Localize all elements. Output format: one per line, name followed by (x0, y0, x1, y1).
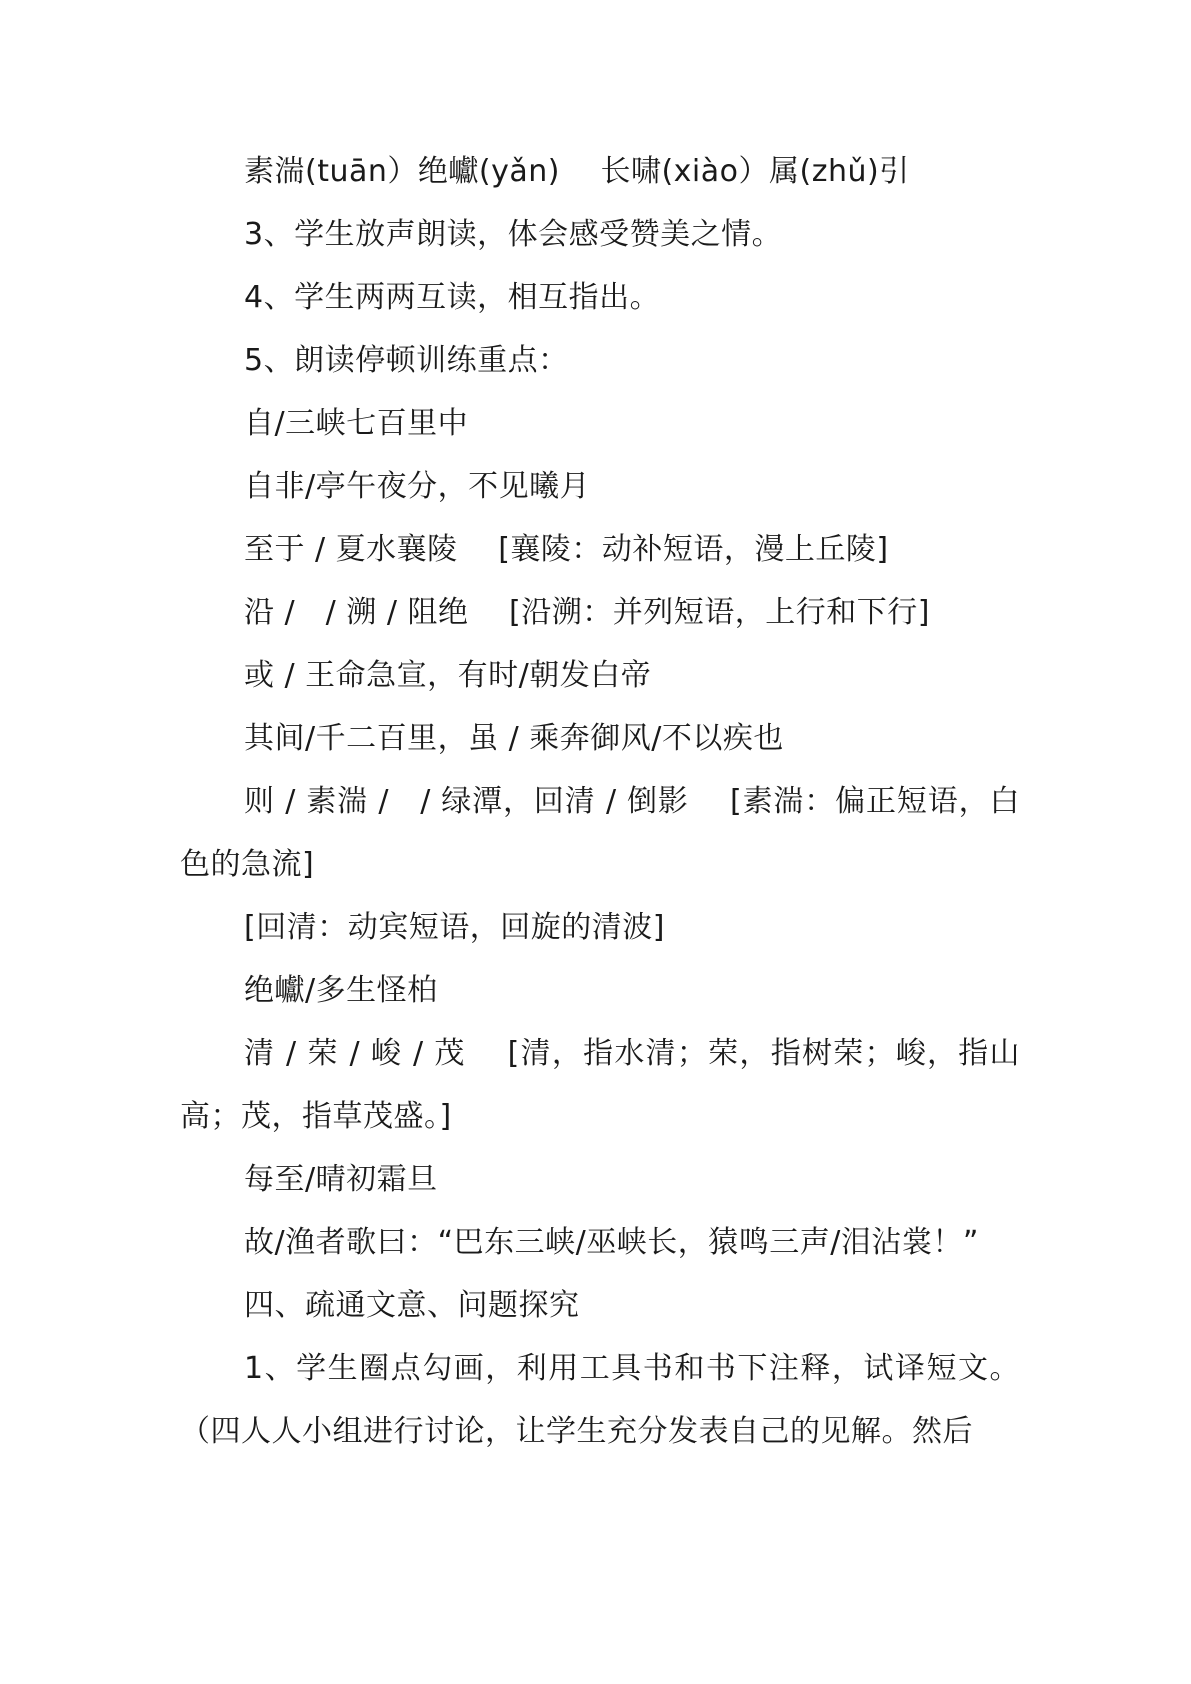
pause-line: 故/渔者歌曰：“巴东三峡/巫峡长，猿鸣三声/泪沾裳！” (244, 1225, 979, 1260)
pause-line: 其间/千二百里，虽 / 乘奔御风/不以疾也 (244, 721, 784, 756)
pause-line: 则 / 素湍 / / 绿潭，回清 / 倒影 [素湍：偏正短语，白色的急流] (180, 784, 1020, 882)
pause-line: 自/三峡七百里中 (244, 406, 469, 441)
pinyin-line: 素湍(tuān）绝巘(yǎn) 长啸(xiào）属(zhǔ)引 (244, 154, 910, 189)
pause-line: 沿 / / 溯 / 阻绝 [沿溯：并列短语，上行和下行] (244, 595, 930, 630)
document-body (180, 140, 1020, 1463)
pause-line: 自非/亭午夜分，不见曦月 (244, 469, 591, 504)
pause-line: 每至/晴初霜旦 (244, 1162, 438, 1197)
step-3-line: 3、学生放声朗读，体会感受赞美之情。 (244, 217, 783, 252)
pause-line: 或 / 王命急宣，有时/朝发白帝 (244, 658, 652, 693)
pause-line: 清 / 荣 / 峻 / 茂 [清，指水清；荣，指树荣；峻，指山高；茂，指草茂盛。] (180, 1036, 1020, 1134)
section-heading: 四、疏通文意、问题探究 (244, 1288, 580, 1323)
annotation-line: [回清：动宾短语，回旋的清波] (244, 910, 665, 945)
step-1-paragraph: 1、学生圈点勾画，利用工具书和书下注释，试译短文。（四人人小组进行讨论，让学生充分发表自己的见解。然后 (180, 1351, 1020, 1449)
pause-line: 绝巘/多生怪柏 (244, 973, 438, 1008)
pause-line: 至于 / 夏水襄陵 [襄陵：动补短语，漫上丘陵] (244, 532, 889, 567)
step-4-line: 4、学生两两互读，相互指出。 (244, 280, 661, 315)
step-5-heading: 5、朗读停顿训练重点： (244, 343, 569, 378)
